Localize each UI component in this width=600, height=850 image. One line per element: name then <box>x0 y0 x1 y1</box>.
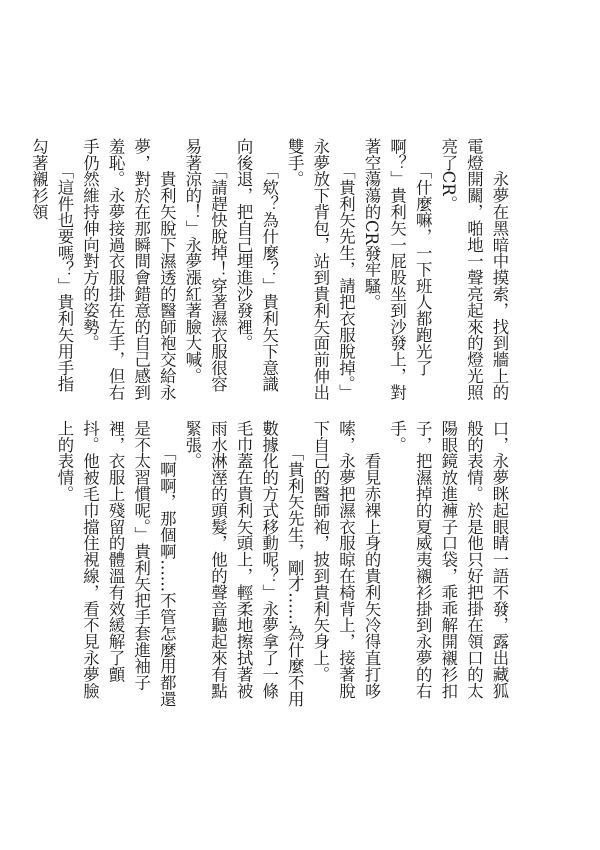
paragraph: 口，永夢眯起眼睛一語不發，露出藏狐般的表情。於是他只好把掛在領口的太陽眼鏡放進褲子口袋，乖乖解開襯衫扣子，把濕掉的夏威夷襯衫掛到永夢的右手。 <box>387 420 509 699</box>
paragraph: 「貴利矢先生，剛才……為什麼不用數據化的方式移動呢？」永夢拿了一條毛巾蓋在貴利矢頭上，輕柔地擦拭著被雨水淋溼的頭髮，他的聲音聽起來有點緊張。 <box>182 420 305 707</box>
paragraph: 「請趕快脫掉！穿著濕衣服很容易著涼的！」永夢漲紅著臉大喊。 <box>182 138 228 393</box>
paragraph: 「貴利矢先生，請把衣服脫掉。」永夢放下背包，站到貴利矢面前伸出雙手。 <box>285 138 356 401</box>
paragraph: 看見赤裸上身的貴利矢冷得直打哆嗦，永夢把濕衣服晾在椅背上，接著脫下自己的醫師袍，披到貴利矢身上。 <box>310 420 382 699</box>
paragraph: 「欸？為什麼？」貴利矢下意識向後退，把自己埋進沙發裡。 <box>234 138 279 393</box>
paragraph: 「什麼嘛，一下班人都跑光了啊？」貴利矢一屁股坐到沙發上，對著空蕩蕩的CR發牢騷。 <box>362 138 433 401</box>
paragraph: 永夢在黑暗中摸索，找到牆上的電燈開關，啪地一聲亮起來的燈光照亮了CR。 <box>438 138 509 401</box>
paragraph: 「啊啊，那個啊……不管怎麼用都還是不太習慣呢。」貴利矢把手套進袖子裡，衣服上殘留的體溫有效緩解了顫抖。他被毛巾擋住視線，看不見永夢臉上的表情。 <box>54 420 177 707</box>
paragraph: 「這件也要嗎？」貴利矢用手指勾著襯衫領 <box>29 138 74 393</box>
upper-text-block <box>29 138 512 404</box>
lower-text-block <box>54 420 512 712</box>
paragraph: 貴利矢脫下濕透的醫師袍交給永夢，對於在那瞬間會錯意的自己感到羞恥。永夢接過衣服掛在左手，但右手仍然維持伸向對方的姿勢。 <box>80 138 177 401</box>
